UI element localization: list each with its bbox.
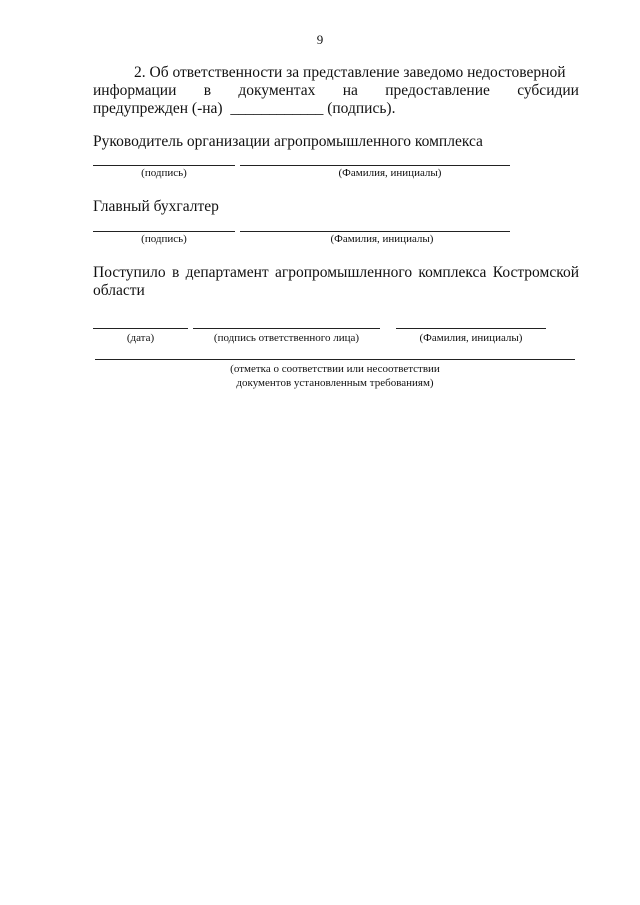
compliance-note-line <box>95 359 575 360</box>
received-line-1-word: департамент <box>185 264 269 281</box>
clause-2-line-2 <box>93 82 579 100</box>
clause-2-line-1: 2. Об ответственности за представление заведомо недостоверной <box>134 64 566 81</box>
received-line-1-word: Костромской <box>492 264 579 281</box>
head-name-caption: (Фамилия, инициалы) <box>338 167 442 179</box>
compliance-note-line-1: (отметка о соответствии или несоответствии <box>230 363 440 375</box>
received-line-2: области <box>93 282 145 299</box>
clause-2-line-2-word: на <box>342 82 358 99</box>
warned-label: предупрежден (-на) <box>93 100 223 117</box>
clause-2-line-3 <box>93 100 395 118</box>
head-signature-caption: (подпись) <box>141 167 187 179</box>
responsible-signature-caption: (подпись ответственного лица) <box>213 332 360 344</box>
compliance-note-line-2: документов установленным требованиям) <box>236 377 434 389</box>
accountant-signature-caption: (подпись) <box>141 233 187 245</box>
clause-2-line-2-word: предоставление <box>385 82 490 99</box>
clause-2-line-2-word: документах <box>238 82 316 99</box>
signature-label: (подпись). <box>327 100 396 117</box>
page-number: 9 <box>316 32 324 47</box>
clause-2-line-2-word: информации <box>93 82 177 99</box>
date-line <box>93 328 188 329</box>
responsible-name-line <box>396 328 546 329</box>
received-line-1 <box>93 264 579 282</box>
head-signature-line <box>93 165 235 166</box>
compliance-note <box>95 362 575 390</box>
signature-blank: ____________ <box>230 100 324 117</box>
chief-accountant-title: Главный бухгалтер <box>93 198 219 215</box>
received-line-1-word: комплекса <box>418 264 487 281</box>
responsible-name-caption: (Фамилия, инициалы) <box>419 332 523 344</box>
accountant-name-line <box>240 231 510 232</box>
received-line-1-word: в <box>171 264 180 281</box>
accountant-name-caption: (Фамилия, инициалы) <box>330 233 434 245</box>
received-line-1-word: агропромышленного <box>275 264 413 281</box>
accountant-signature-line <box>93 231 235 232</box>
clause-2-line-2-word: в <box>203 82 212 99</box>
responsible-signature-line <box>193 328 380 329</box>
date-caption: (дата) <box>126 332 155 344</box>
clause-2-line-2-word: субсидии <box>517 82 579 99</box>
head-name-line <box>240 165 510 166</box>
received-line-1-word: Поступило <box>93 264 166 281</box>
head-of-org-title: Руководитель организации агропромышленного комплекса <box>93 133 483 150</box>
